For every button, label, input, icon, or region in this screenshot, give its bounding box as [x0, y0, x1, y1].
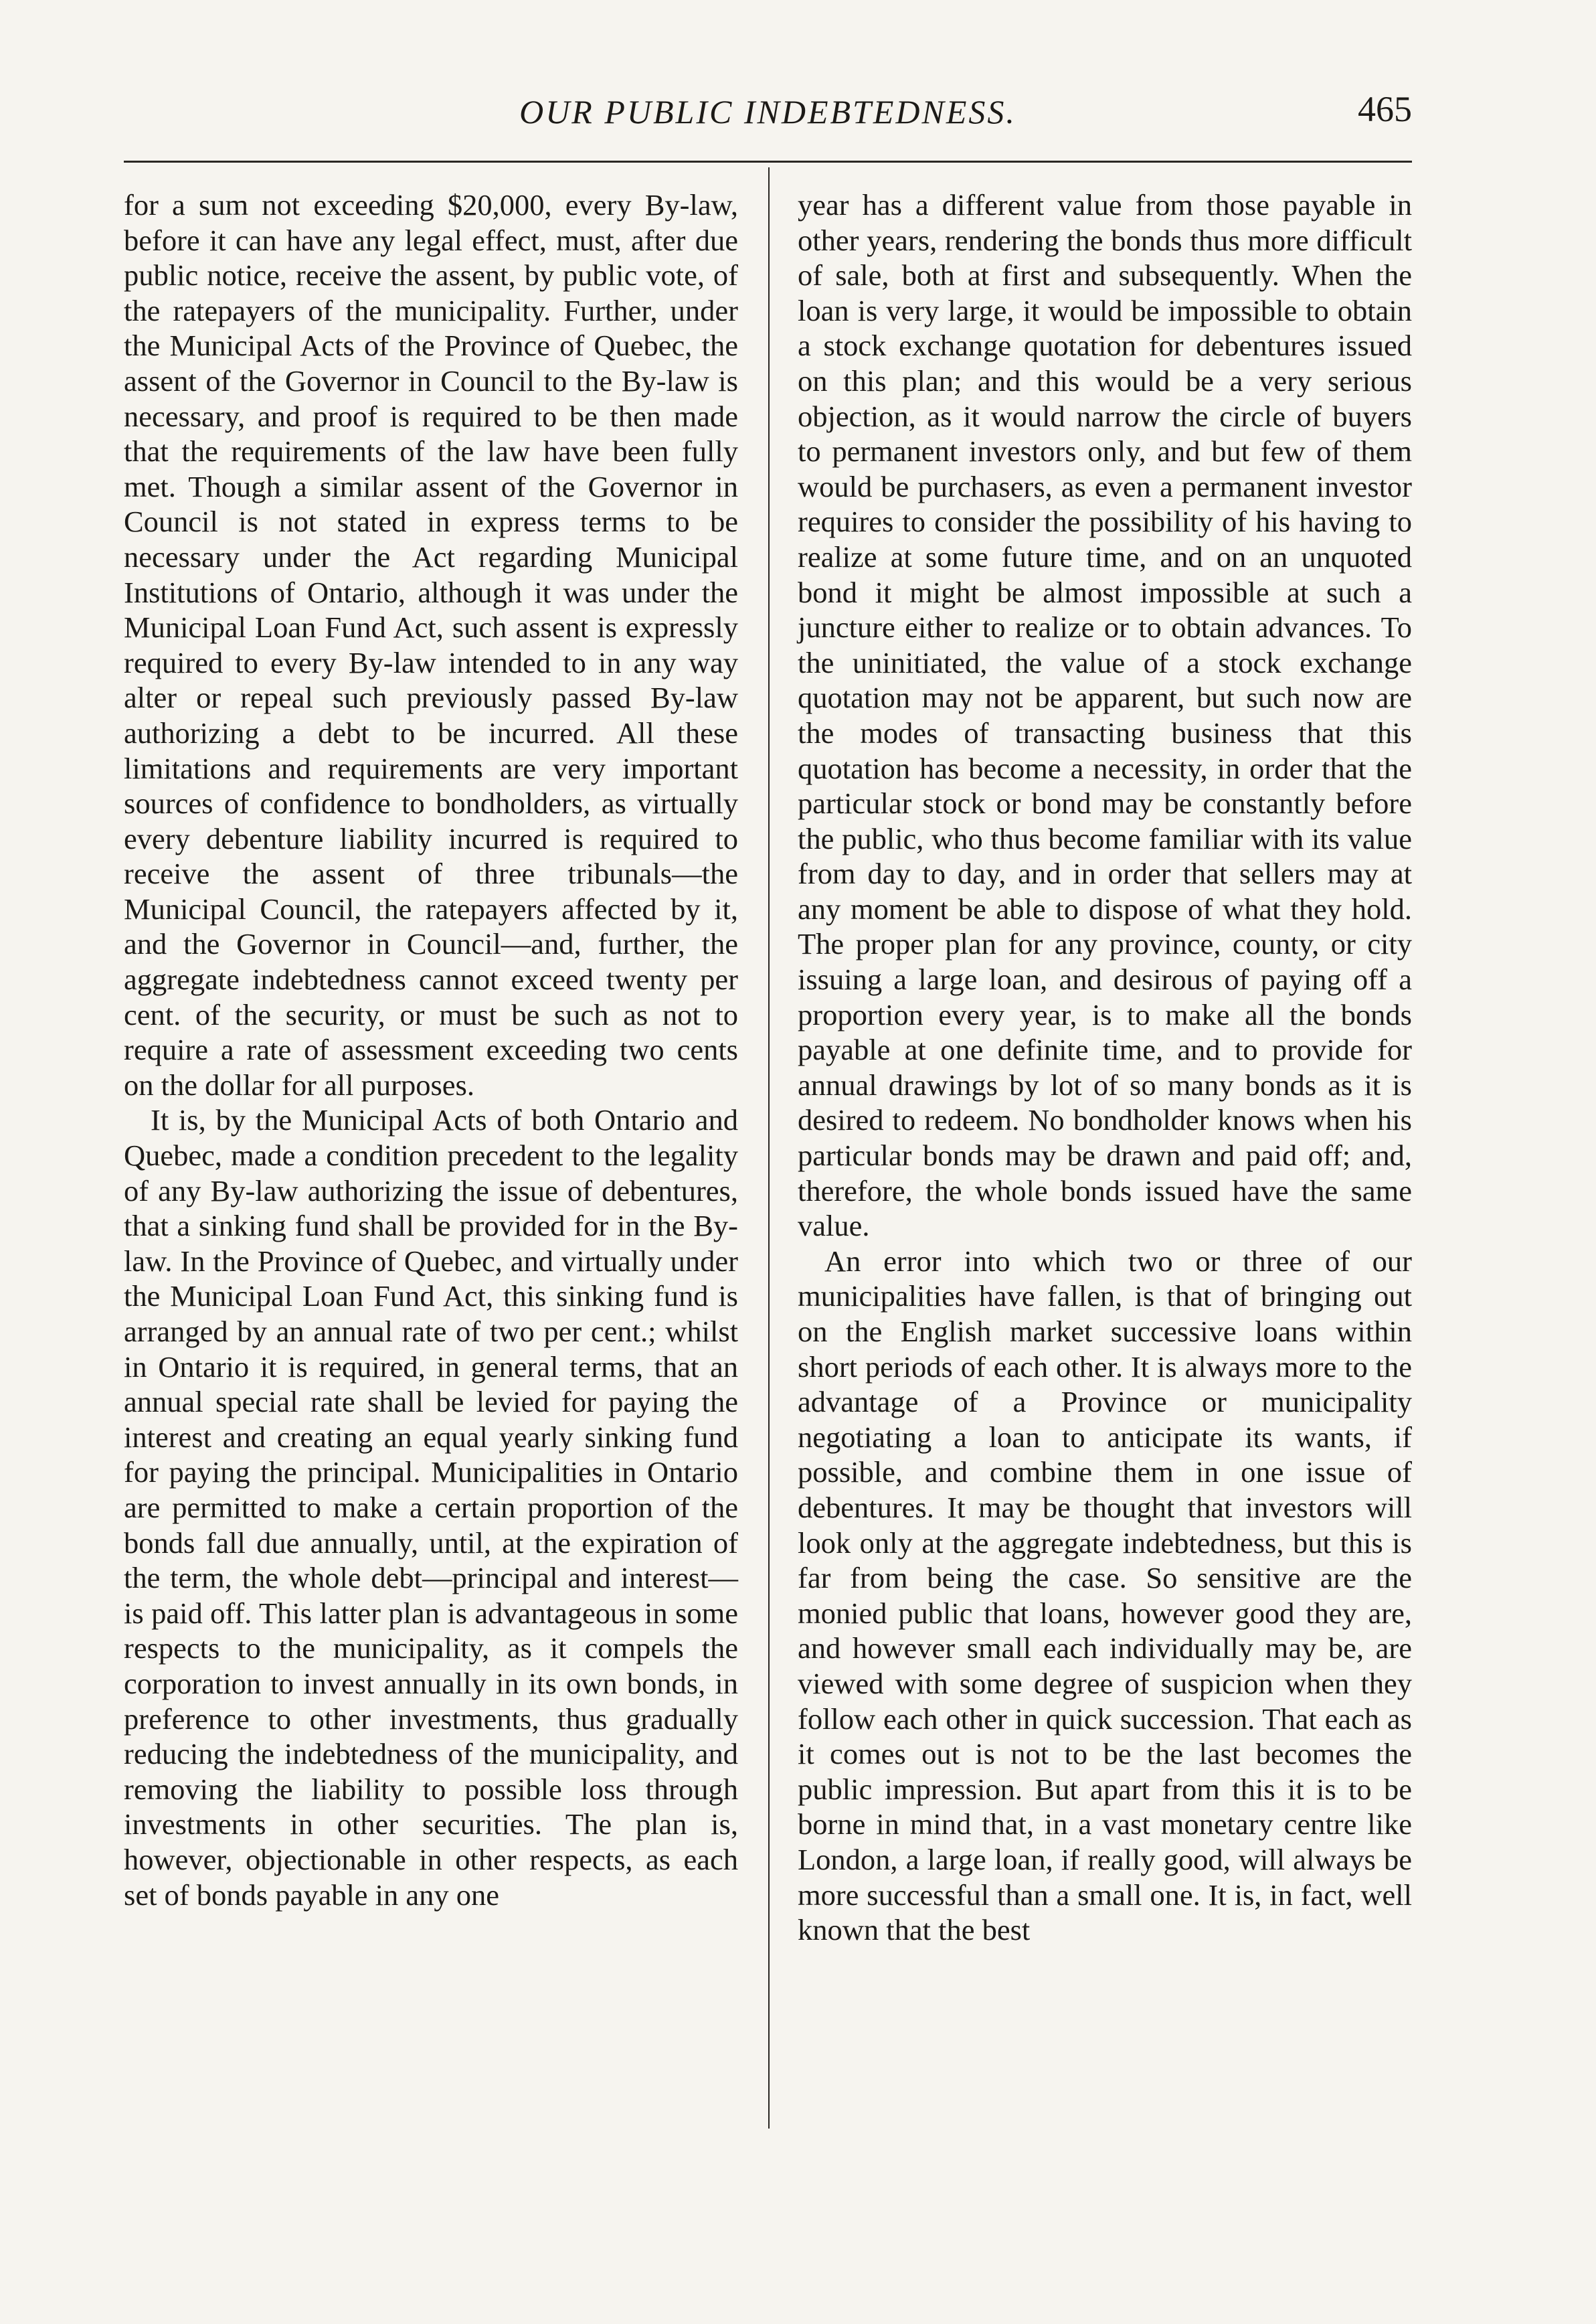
- paragraph: for a sum not exceeding $20,000, every By-law, before it can have any legal effect, must, after due public notice, receive the assent, by public vote, of the ratepayers of the municipality. Further, under the Municipal Acts of the Province of Quebec, the assent of the Governor in Council to the By-law is necessary, and proof is required to be then made that the requirements of the law have been fully met. Though a similar assent of the Governor in Council is not stated in express terms to be necessary under the Act regarding Municipal Institutions of Ontario, although it was under the Municipal Loan Fund Act, such assent is expressly required to every By-law intended to in any way alter or repeal such previously passed By-law authorizing a debt to be incurred. All these limitations and requirements are very important sources of confidence to bondholders, as virtually every debenture liability incurred is required to receive the assent of three tribunals—the Municipal Council, the ratepayers affected by it, and the Governor in Council—and, further, the aggregate indebtedness cannot exceed twenty per cent. of the security, or must be such as not to require a rate of assessment exceeding two cents on the dollar for all purposes.: [124, 188, 738, 1102]
- header-rule: [124, 161, 1412, 163]
- paragraph: An error into which two or three of our municipalities have fallen, is that of bringing out on the English market successive loans within short periods of each other. It is always more to the advantage of a Province or municipality negotiating a loan to anticipate its wants, if possible, and combine them in one issue of debentures. It may be thought that investors will look only at the aggregate indebtedness, but this is far from being the case. So sensitive are the monied public that loans, however good they are, and however small each individually may be, are viewed with some degree of suspicion when they follow each other in quick succession. That each as it comes out is not to be the last becomes the public impression. But apart from this it is to be borne in mind that, in a vast monetary centre like London, a large loan, if really good, will always be more successful than a small one. It is, in fact, well known that the best: [798, 1244, 1412, 1947]
- column-divider: [768, 167, 770, 2129]
- page-number: 465: [1358, 89, 1412, 129]
- running-title: OUR PUBLIC INDEBTEDNESS.: [519, 93, 1016, 131]
- page-header: [124, 89, 1412, 146]
- right-column: [798, 187, 1412, 1948]
- left-column: [124, 187, 738, 1912]
- paragraph: year has a different value from those payable in other years, rendering the bonds thus more difficult of sale, both at first and subsequently. When the loan is very large, it would be impossible to obtain a stock exchange quotation for debentures issued on this plan; and this would be a very serious objection, as it would narrow the circle of buyers to permanent investors only, and but few of them would be purchasers, as even a permanent investor requires to consider the possibility of his having to realize at some future time, and on an unquoted bond it might be almost impossible at such a juncture either to realize or to obtain advances. To the uninitiated, the value of a stock exchange quotation may not be apparent, but such now are the modes of transacting business that this quotation has become a necessity, in order that the particular stock or bond may be constantly before the public, who thus become familiar with its value from day to day, and in order that sellers may at any moment be able to dispose of what they hold. The proper plan for any province, county, or city issuing a large loan, and desirous of paying off a proportion every year, is to make all the bonds payable at one definite time, and to provide for annual drawings by lot of so many bonds as it is desired to redeem. No bondholder knows when his particular bonds may be drawn and paid off; and, therefore, the whole bonds issued have the same value.: [798, 188, 1412, 1243]
- paragraph: It is, by the Municipal Acts of both Ontario and Quebec, made a condition precedent to the legality of any By-law authorizing the issue of debentures, that a sinking fund shall be provided for in the By-law. In the Province of Quebec, and virtually under the Municipal Loan Fund Act, this sinking fund is arranged by an annual rate of two per cent.; whilst in Ontario it is required, in general terms, that an annual special rate shall be levied for paying the interest and creating an equal yearly sinking fund for paying the principal. Municipalities in Ontario are permitted to make a certain proportion of the bonds fall due annually, until, at the expiration of the term, the whole debt—principal and interest—is paid off. This latter plan is advantageous in some respects to the municipality, as it compels the corporation to invest annually in its own bonds, in preference to other investments, thus gradually reducing the indebtedness of the municipality, and removing the liability to possible loss through investments in other securities. The plan is, however, objectionable in other respects, as each set of bonds payable in any one: [124, 1103, 738, 1912]
